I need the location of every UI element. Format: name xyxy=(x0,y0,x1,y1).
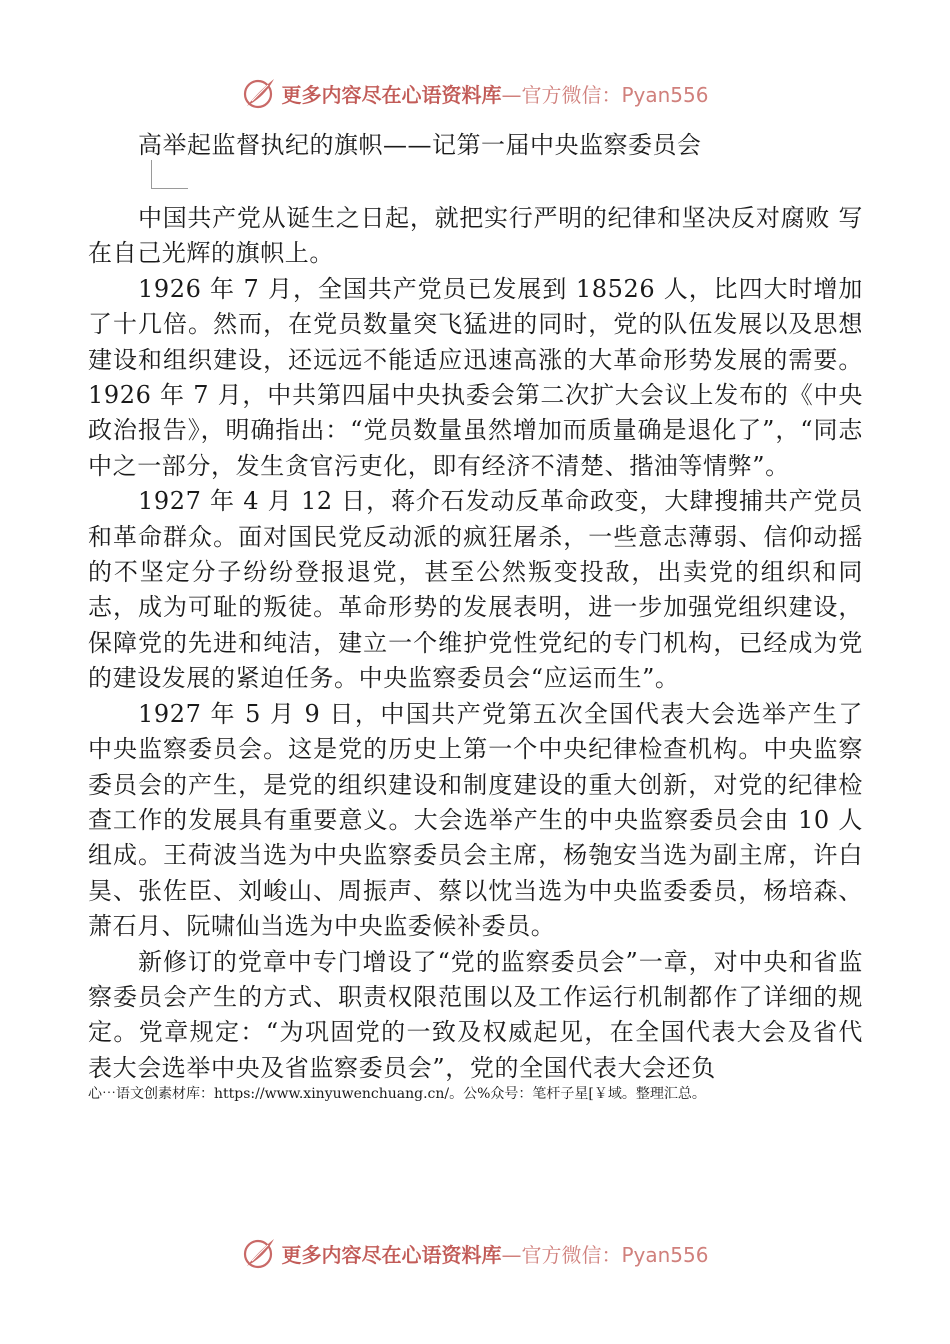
paragraph: 1927 年 5 月 9 日，中国共产党第五次全国代表大会选举产生了中央监察委员会。这是党的历史上第一个中央纪律检查机构。中央监察委员会的产生，是党的组织建设和制度建设的重大创新，对党的纪律检查工作的发展具有重要意义。大会选举产生的中央监察委员会由 10 人组成。王荷波当选为中央监察委员会主席，杨匏安当选为副主席，许白昊、张佐臣、刘峻山、周振声、蔡以忱当选为中央监委委员，杨培森、萧石月、阮啸仙当选为中央监委候补委员。 xyxy=(88,699,863,941)
article-body xyxy=(88,201,863,1086)
watermark-text-bold: 更多内容尽在心语资料库 xyxy=(281,1242,502,1267)
header-watermark xyxy=(0,76,950,110)
watermark-text-bold: 更多内容尽在心语资料库 xyxy=(281,82,502,107)
paragraph: 1926 年 7 月，全国共产党员已发展到 18526 人，比四大时增加了十几倍。然而，在党员数量突飞猛进的同时，党的队伍发展以及思想建设和组织建设，还远远不能适应迅速高涨的大革命形势发展的需要。1926 年 7 月，中共第四届中央执委会第二次扩大会议上发布的《中央政治报告》，明确指出：“党员数量虽然增加而质量确是退化了”，“同志中之一部分，发生贪官污吏化，即有经济不清楚、揩油等情弊”。 xyxy=(88,274,863,480)
footer-watermark xyxy=(0,1236,950,1270)
feather-logo-icon xyxy=(241,76,277,110)
paragraph: 1927 年 4 月 12 日，蒋介石发动反革命政变，大肆搜捕共产党员和革命群众。面对国民党反动派的疯狂屠杀，一些意志薄弱、信仰动摇的不坚定分子纷纷登报退党，甚至公然叛变投敌，出卖党的组织和同志，成为可耻的叛徒。革命形势的发展表明，进一步加强党组织建设，保障党的先进和纯洁，建立一个维护党性党纪的专门机构，已经成为党的建设发展的紧迫任务。中央监察委员会“应运而生”。 xyxy=(88,487,863,693)
paragraph: 中国共产党从诞生之日起，就把实行严明的纪律和坚决反对腐败 写在自己光辉的旗帜上。 xyxy=(88,204,863,268)
watermark-text-rest: —官方微信：Pyan556 xyxy=(501,82,709,107)
watermark-text-rest: —官方微信：Pyan556 xyxy=(501,1242,709,1267)
feather-logo-icon xyxy=(241,1236,277,1270)
corner-mark xyxy=(151,160,188,189)
paragraph: 新修订的党章中专门增设了“党的监察委员会”一章，对中央和省监察委员会产生的方式、职责权限范围以及工作运行机制都作了详细的规定。党章规定：“为巩固党的一致及权威起见，在全国代表大会及省代表大会选举中央及省监察委员会”，党的全国代表大会还负 xyxy=(88,947,863,1082)
article-title: 高举起监督执纪的旗帜——记第一届中央监察委员会 xyxy=(138,131,702,159)
footer-note: 心⋯语文创素材库：https://www.xinyuwenchuang.cn/。公%众号：笔杆子星[￥域。整理汇总。 xyxy=(88,1086,706,1102)
